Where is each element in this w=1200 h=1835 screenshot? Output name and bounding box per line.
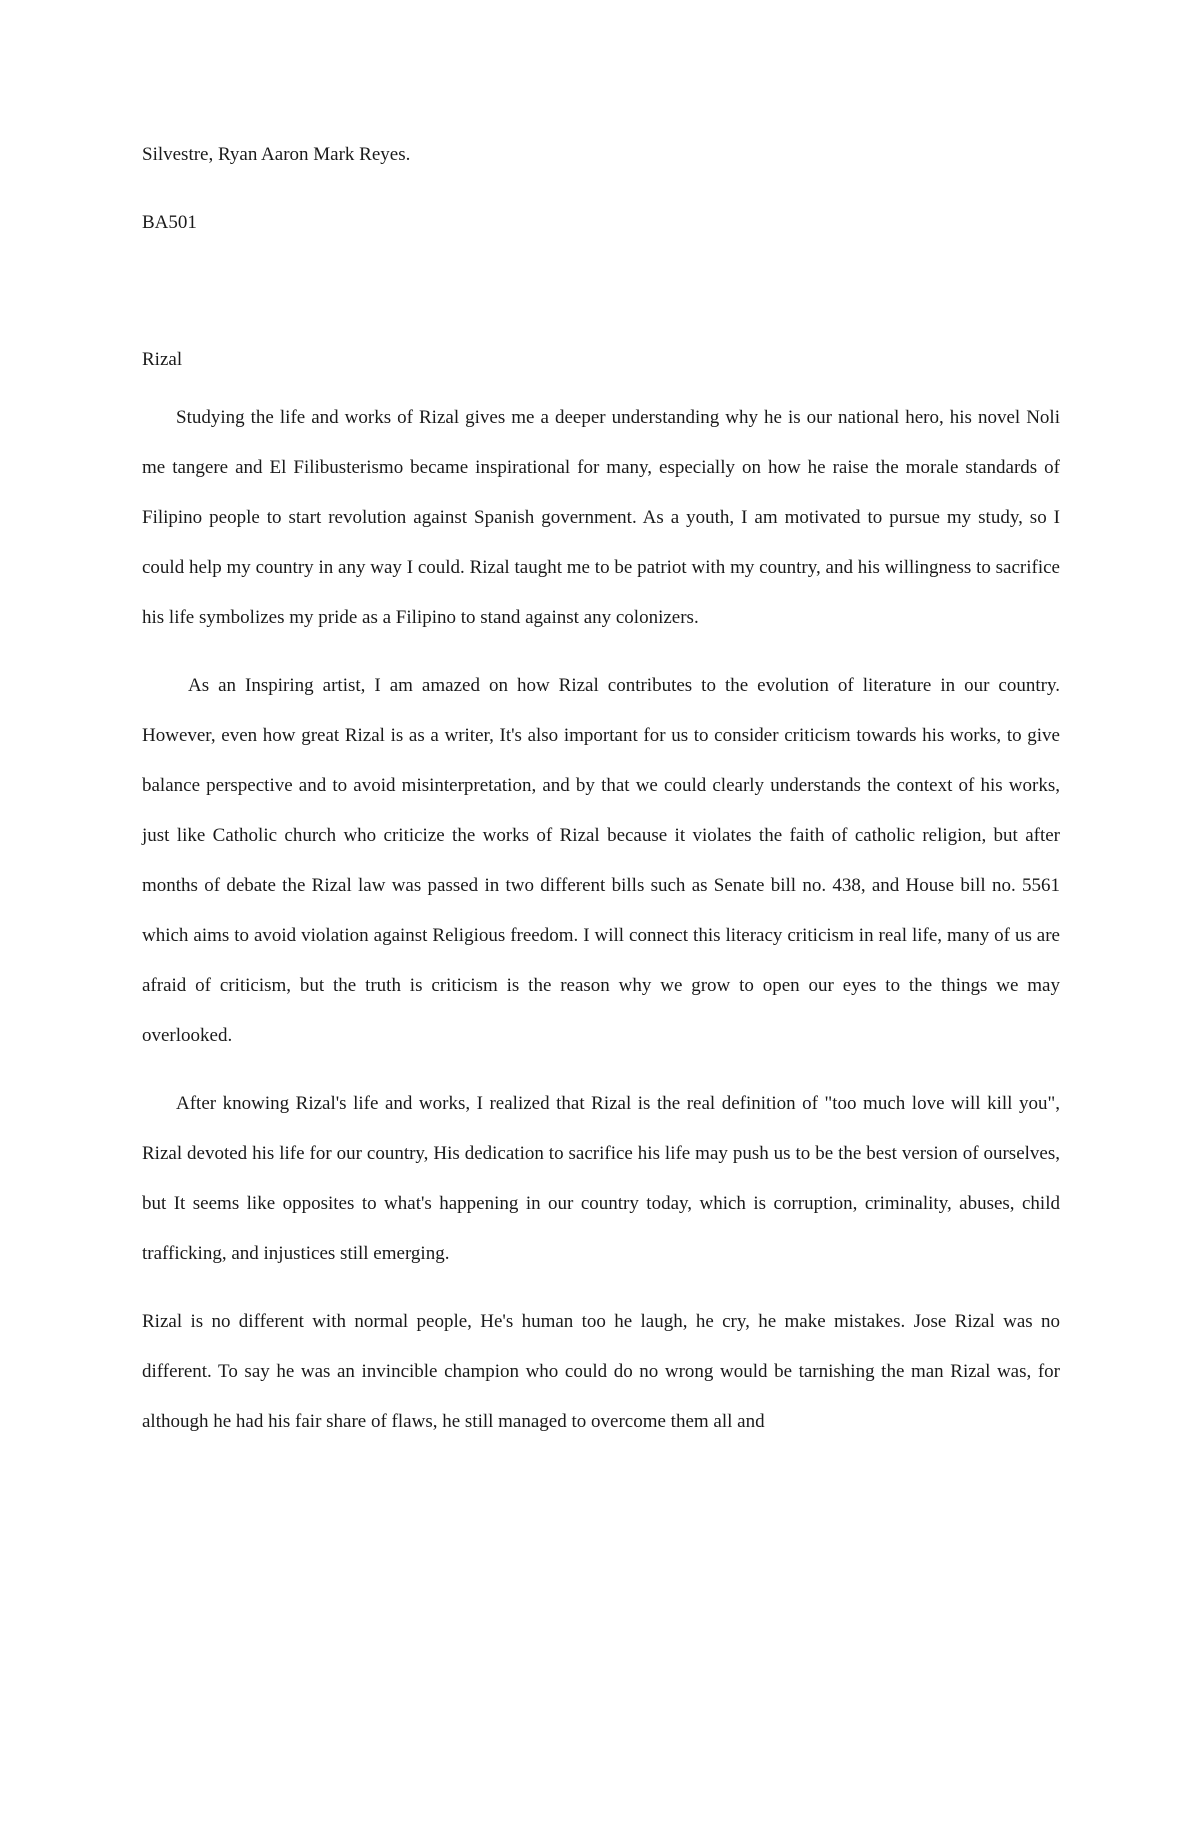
document-body — [142, 140, 1060, 1447]
paragraph-4: Rizal is no different with normal people, He's human too he laugh, he cry, he make mistakes. Jose Rizal was no different. To say he was an invincible champion who could do no wrong would be tarnishing the man Rizal was, for although he had his fair share of flaws, he still managed to overcome them all and — [142, 1311, 1060, 1432]
paragraph-2: As an Inspiring artist, I am amazed on how Rizal contributes to the evolution of literature in our country. However, even how great Rizal is as a writer, It's also important for us to consider criticism towards his works, to give balance perspective and to avoid misinterpretation, and by that we could clearly understands the context of his works, just like Catholic church who criticize the works of Rizal because it violates the faith of catholic religion, but after months of debate the Rizal law was passed in two different bills such as Senate bill no. 438, and House bill no. 5561 which aims to avoid violation against Religious freedom. I will connect this literacy criticism in real life, many of us are afraid of criticism, but the truth is criticism is the reason why we grow to open our eyes to the things we may overlooked. — [142, 675, 1060, 1046]
paragraph-3: After knowing Rizal's life and works, I realized that Rizal is the real definition of "too much love will kill you", Rizal devoted his life for our country, His dedication to sacrifice his life may push us to be the best version of ourselves, but It seems like opposites to what's happening in our country today, which is corruption, criminality, abuses, child trafficking, and injustices still emerging. — [142, 1093, 1060, 1264]
essay-title: Rizal — [142, 349, 183, 370]
class-section: BA501 — [142, 212, 197, 233]
paragraph-1: Studying the life and works of Rizal gives me a deeper understanding why he is our national hero, his novel Noli me tangere and El Filibusterismo became inspirational for many, especially on how he raise the morale standards of Filipino people to start revolution against Spanish government. As a youth, I am motivated to pursue my study, so I could help my country in any way I could. Rizal taught me to be patriot with my country, and his willingness to sacrifice his life symbolizes my pride as a Filipino to stand against any colonizers. — [142, 407, 1060, 628]
author-name: Silvestre, Ryan Aaron Mark Reyes. — [142, 144, 411, 165]
